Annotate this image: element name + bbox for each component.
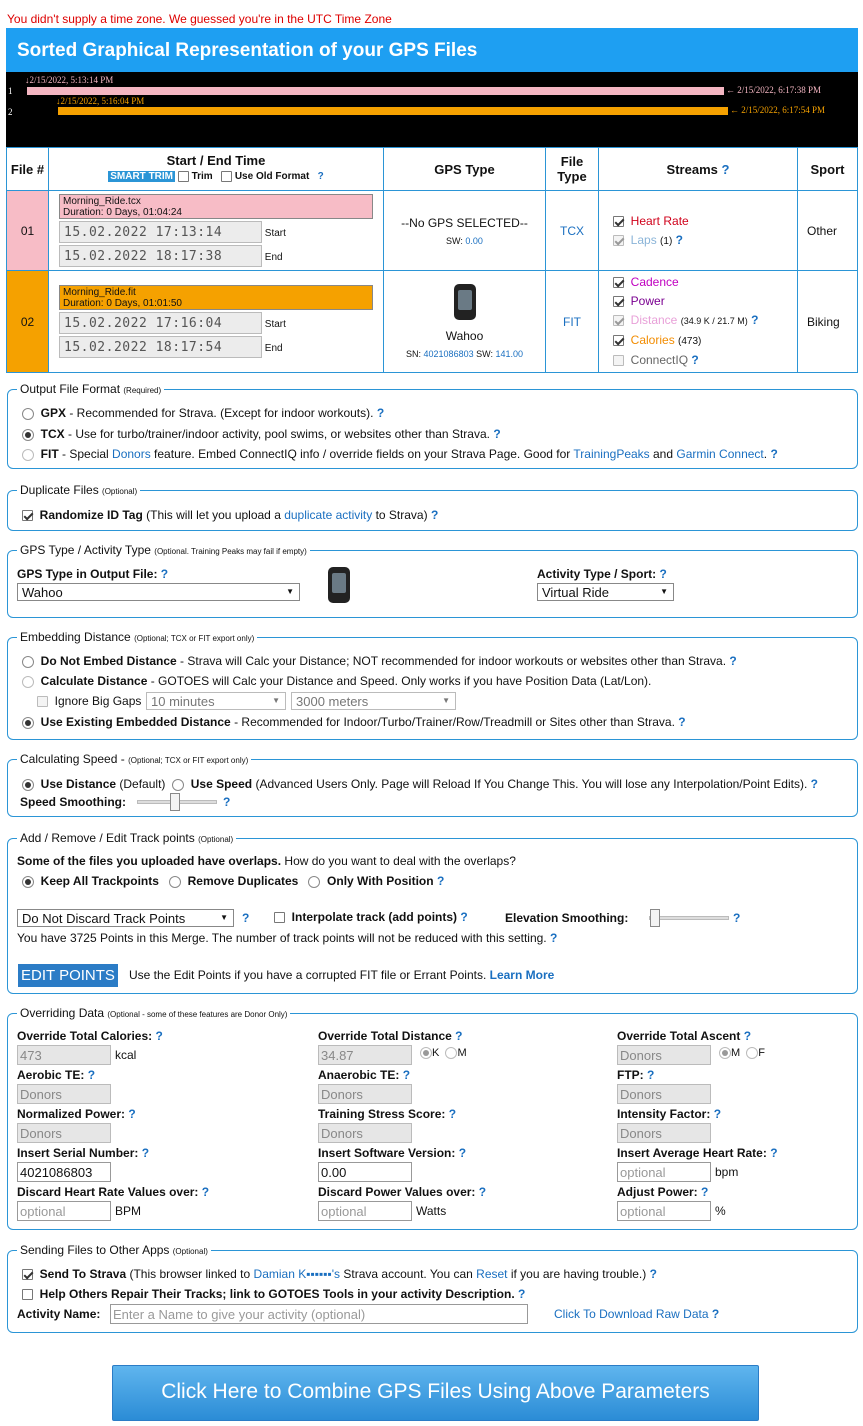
tss-input[interactable]: Donors [318,1123,412,1143]
start-time-input[interactable]: 15.02.2022 17:13:14 [59,221,262,243]
file-type-link[interactable]: TCX [560,223,584,238]
calc-distance-radio[interactable] [22,676,34,688]
gps-name: Wahoo [445,329,484,343]
miles-radio[interactable] [445,1047,457,1059]
timeline-1-end: ← 2/15/2022, 6:17:38 PM [726,85,822,95]
intensity-factor-input[interactable]: Donors [617,1123,711,1143]
speed-section: Calculating Speed - (Optional; TCX or FIT export only) Use Distance (Default) Use Speed (Advanced Users Only. Page will Reload If You Change This. You will lose any Interpolation/Point Edits). ? Speed Smoothing: ? [7,759,858,817]
duplicate-section: Duplicate Files (Optional) Randomize ID Tag (This will let you upload a duplicate activity to Strava) ? [7,490,858,531]
avg-hr-input[interactable]: optional [617,1162,711,1182]
sport-value: Biking [798,271,858,373]
col-streams: Streams ? [599,148,798,191]
donors-link[interactable]: Donors [112,447,151,461]
stream-checkbox[interactable] [613,277,624,288]
stream-checkbox[interactable] [613,315,624,326]
help-icon[interactable]: ? [701,1185,709,1199]
timeline-2-end: ← 2/15/2022, 6:17:54 PM [730,105,826,115]
feet-radio[interactable] [746,1047,758,1059]
help-icon[interactable]: ? [493,427,501,441]
help-icon[interactable]: ? [647,1068,655,1082]
no-embed-radio[interactable] [22,656,34,668]
software-version-input[interactable]: 0.00 [318,1162,412,1182]
gps-activity-section: GPS Type / Activity Type (Optional. Training Peaks may fail if empty) GPS Type in Output File: ? Wahoo ▼ Activity Type / Sport: ? Virtual Ride ▼ [7,550,858,618]
help-icon[interactable]: ? [242,911,250,925]
help-icon[interactable]: ? [141,1146,150,1160]
col-gps-type: GPS Type [384,148,546,191]
garmin-connect-link[interactable]: Garmin Connect [676,447,764,461]
help-icon[interactable]: ? [751,313,759,327]
wahoo-device-icon [454,284,476,320]
timeline-2-start: ↓2/15/2022, 5:16:04 PM [56,96,145,106]
help-icon[interactable]: ? [810,777,819,791]
help-icon[interactable]: ? [729,654,737,668]
send-to-strava-checkbox[interactable] [22,1269,33,1280]
use-speed-radio[interactable] [172,779,184,791]
aerobic-te-input[interactable]: Donors [17,1084,111,1104]
ignore-gaps-checkbox[interactable] [37,696,48,707]
help-icon[interactable]: ? [721,161,730,177]
existing-distance-radio[interactable] [22,717,34,729]
help-icon[interactable]: ? [455,1029,463,1043]
help-icon[interactable]: ? [743,1029,752,1043]
stream-checkbox[interactable] [613,235,624,246]
trim-checkbox[interactable] [178,171,189,182]
help-icon[interactable]: ? [675,233,683,247]
track-points-section: Add / Remove / Edit Track points (Optional) Some of the files you uploaded have overlaps. How do you want to deal with the overlaps? Keep All Trackpoints Remove Duplicates Only With Position ? Do Not Discard Track Points ▼ ? Interpolate track (add points) ? Elevation Smoothing: ? You have 3725 Points in this Merge. The number of track points will not be reduced with this setting. ? EDIT POINTS Use the Edit Points if you have a corrupted FIT file or Errant Points. Learn More [7,838,858,994]
help-icon[interactable]: ? [460,910,468,924]
old-format-checkbox[interactable] [221,171,232,182]
km-radio[interactable] [420,1047,432,1059]
start-time-input[interactable]: 15.02.2022 17:16:04 [59,312,262,334]
activity-name-input[interactable]: Enter a Name to give your activity (optional) [110,1304,528,1324]
sport-value: Other [798,191,858,271]
ascent-input[interactable]: Donors [617,1045,711,1065]
randomize-id-checkbox[interactable] [22,510,33,521]
help-icon[interactable]: ? [160,567,169,581]
help-icon[interactable]: ? [376,406,385,420]
help-icon[interactable]: ? [430,508,439,522]
timezone-warning: You didn't supply a time zone. We guessed you're in the UTC Time Zone [7,12,392,26]
gps-type-select[interactable]: Wahoo ▼ [17,583,300,601]
help-icon[interactable]: ? [518,1287,526,1301]
stream-checkbox[interactable] [613,296,624,307]
table-row: 02 Morning_Ride.fit Duration: 0 Days, 01:01:50 15.02.2022 17:16:04 Start 15.02.2022 18:17:54 End Wahoo SN: 4021086803 SW: 141.00 FIT Cadence Power Distance (34.9 K / 21.7 M) ? Calories (473) ConnectIQ ? Biking [7,271,858,373]
adjust-power-input[interactable]: optional [617,1201,711,1221]
interpolate-checkbox[interactable] [274,912,285,923]
col-sport: Sport [798,148,858,191]
stream-checkbox[interactable] [613,355,624,366]
row-num: 01 [7,191,49,271]
help-icon[interactable]: ? [128,1107,136,1121]
timeline-1-start: ↓2/15/2022, 5:13:14 PM [25,75,114,85]
file-name-box: Morning_Ride.tcx Duration: 0 Days, 01:04:24 [59,194,373,219]
anaerobic-te-input[interactable]: Donors [318,1084,412,1104]
fit-radio[interactable] [22,449,34,461]
timeline-2-bar [58,107,728,115]
help-others-checkbox[interactable] [22,1289,33,1300]
reset-link[interactable]: Reset [476,1267,508,1281]
help-icon[interactable]: ? [770,1146,778,1160]
discard-power-input[interactable]: optional [318,1201,412,1221]
combine-button[interactable]: Click Here to Combine GPS Files Using Above Parameters [112,1365,759,1421]
download-raw-link[interactable]: Click To Download Raw Data [554,1307,709,1321]
help-icon[interactable]: ? [448,1107,457,1121]
help-icon[interactable]: ? [678,715,686,729]
activity-type-select[interactable]: Virtual Ride ▼ [537,583,674,601]
file-type-link[interactable]: FIT [563,314,581,329]
files-table [6,147,858,373]
gpx-radio[interactable] [22,408,34,420]
strava-user-link[interactable]: Damian K▪▪▪▪▪▪'s [253,1267,341,1281]
duplicate-activity-link[interactable]: duplicate activity [284,508,373,522]
learn-more-link[interactable]: Learn More [489,968,555,982]
gap-meters-select[interactable]: 3000 meters ▼ [291,692,456,710]
discard-points-select[interactable]: Do Not Discard Track Points ▼ [17,909,234,927]
table-row: 01 Morning_Ride.tcx Duration: 0 Days, 01:04:24 15.02.2022 17:13:14 Start 15.02.2022 18:17:38 End --No GPS SELECTED-- SW: 0.00 TCX Heart Rate Laps (1) ? Other [7,191,858,271]
gap-minutes-select[interactable]: 10 minutes ▼ [146,692,286,710]
help-icon[interactable]: ? [458,1146,467,1160]
help-icon[interactable]: ? [713,1107,722,1121]
discard-hr-input[interactable]: optional [17,1201,111,1221]
elevation-smoothing-slider[interactable] [649,916,729,920]
help-icon[interactable]: ? [155,1029,163,1043]
speed-smoothing-slider[interactable] [137,800,217,804]
help-icon[interactable]: ? [478,1185,487,1199]
help-icon[interactable]: ? [770,447,778,461]
help-icon[interactable]: ? [402,1068,411,1082]
distance-input[interactable]: 34.87 [318,1045,412,1065]
normalized-power-input[interactable]: Donors [17,1123,111,1143]
keep-all-radio[interactable] [22,876,34,888]
trainingpeaks-link[interactable]: TrainingPeaks [573,447,650,461]
output-format-section: Output File Format (Required) GPX - Recommended for Strava. (Except for indoor workouts). ? TCX - Use for turbo/trainer/indoor activity, pool swims, or websites other than Strava. ? FIT - Special Donors feature. Embed ConnectIQ info / override fields on your Strava Page. Good for TrainingPeaks and Garmin Connect. ? [7,389,858,469]
help-icon[interactable]: ? [711,1307,720,1321]
help-icon[interactable]: ? [691,353,699,367]
serial-number-input[interactable]: 4021086803 [17,1162,111,1182]
file-name-box: Morning_Ride.fit Duration: 0 Days, 01:01:50 [59,285,373,310]
col-file-type: File Type [546,148,599,191]
end-time-input[interactable]: 15.02.2022 18:17:38 [59,245,262,267]
embedding-distance-section: Embedding Distance (Optional; TCX or FIT export only) Do Not Embed Distance - Strava will Calc your Distance; NOT recommended for indoor workouts or websites other than Strava. ? Calculate Distance - GOTOES will Calc your Distance and Speed. Only works if you have Position Data (Lat/Lon). Ignore Big Gaps 10 minutes ▼ 3000 meters ▼ Use Existing Embedded Distance - Recommended for Indoor/Turbo/Trainer/Row/Treadmill or Sites other than Strava. ? [7,637,858,740]
row-num: 02 [7,271,49,373]
help-icon[interactable]: ? [201,1185,210,1199]
timeline-graph [6,72,858,147]
help-icon[interactable]: ? [549,931,558,945]
help-icon[interactable]: ? [733,911,741,925]
help-icon[interactable]: ? [659,567,667,581]
sending-files-section: Sending Files to Other Apps (Optional) Send To Strava (This browser linked to Damian K▪▪▪▪▪▪'s Strava account. You can Reset if you are having trouble.) ? Help Others Repair Their Tracks; link to GOTOES Tools in your activity Description. ? Activity Name: Enter a Name to give your activity (optional) Click To Download Raw Data ? [7,1250,858,1333]
col-file-num: File # [7,148,49,191]
ftp-input[interactable]: Donors [617,1084,711,1104]
overriding-data-section: Overriding Data (Optional - some of these features are Donor Only) Override Total Calories: ? 473 kcal Aerobic TE: ? Donors Normalized Power: ? Donors Insert Serial Number: ? 4021086803 Discard Heart Rate Values over: ? optional BPM Override Total Distance ? 34.87 K M Anaerobic TE: ? Donors Training Stress Score: ? Donors Insert Software Version: ? 0.00 Discard Power Values over: ? optional Watts Override Total Ascent ? Donors M F FTP: ? Donors Intensity Factor: ? Donors Insert Average Heart Rate: ? optional bpm Adjust Power: ? optional % [7,1013,858,1230]
edit-points-button[interactable]: EDIT POINTS [18,964,118,987]
timeline-2-num: 2 [8,107,13,117]
stream-checkbox[interactable] [613,216,624,227]
page-title: Sorted Graphical Representation of your GPS Files [6,28,858,72]
help-icon[interactable]: ? [436,874,445,888]
help-icon[interactable]: ? [649,1267,657,1281]
use-distance-radio[interactable] [22,779,34,791]
smart-trim-button[interactable]: SMART TRIM [110,171,174,183]
stream-checkbox[interactable] [613,335,624,346]
wahoo-device-icon [328,567,350,603]
calories-input[interactable]: 473 [17,1045,111,1065]
meters-radio[interactable] [719,1047,731,1059]
end-time-input[interactable]: 15.02.2022 18:17:54 [59,336,262,358]
col-start-end: Start / End Time SMART TRIM Trim Use Old Format ? [49,148,384,191]
timeline-1-num: 1 [8,86,13,96]
remove-duplicates-radio[interactable] [169,876,181,888]
gps-name: --No GPS SELECTED-- [401,215,528,230]
timeline-1-bar [27,87,724,95]
only-position-radio[interactable] [308,876,320,888]
help-icon[interactable]: ? [87,1068,96,1082]
help-icon[interactable]: ? [223,795,231,809]
help-icon[interactable]: ? [317,171,324,183]
tcx-radio[interactable] [22,429,34,441]
